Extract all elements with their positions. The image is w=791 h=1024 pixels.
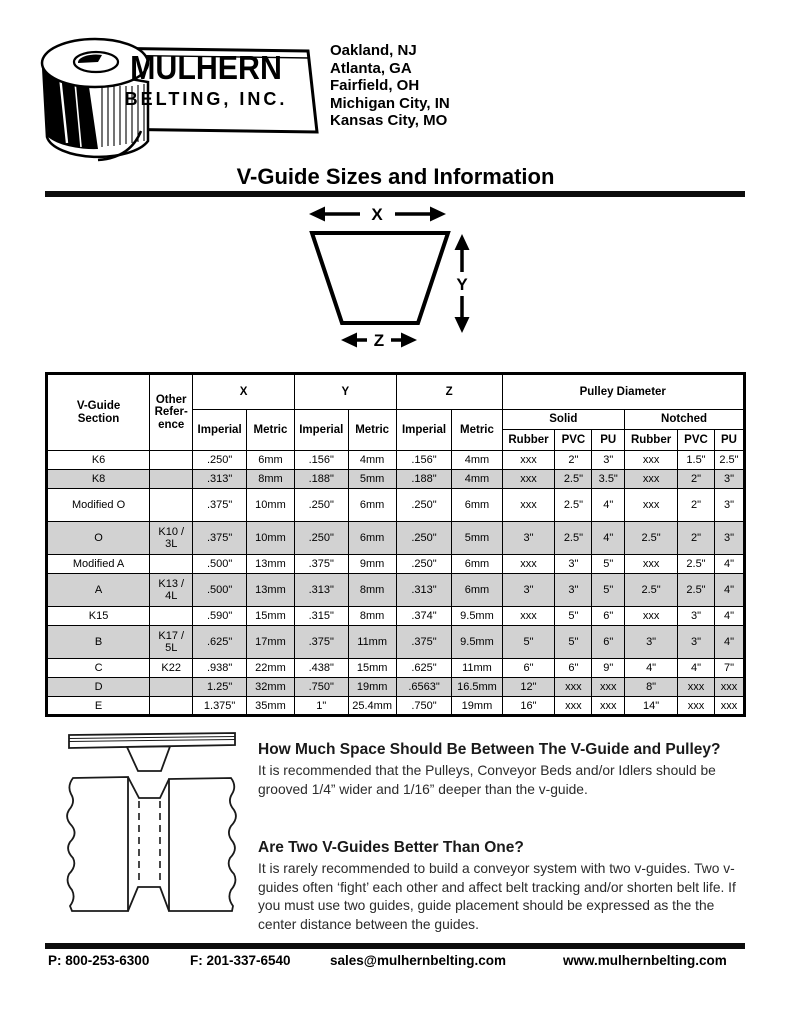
cell-solid-pu: 4" [592, 522, 625, 555]
cell-x-metric: 8mm [246, 470, 294, 489]
location-item: Kansas City, MO [330, 112, 448, 129]
cell-reference [150, 555, 193, 574]
cell-solid-pu: 5" [592, 574, 625, 607]
pulley-illustration [42, 730, 254, 930]
cell-notched-pvc: 3" [678, 607, 715, 626]
table-row [47, 522, 745, 555]
cell-notched-pu: 3" [714, 489, 744, 522]
cell-y-imperial: .156" [294, 451, 348, 470]
vguide-dimension-diagram [298, 202, 483, 354]
cell-solid-pvc: xxx [555, 697, 592, 716]
col-header-x-metric: Metric [246, 410, 294, 451]
cell-z-imperial: .250" [396, 489, 452, 522]
cell-y-metric: 25.4mm [348, 697, 396, 716]
cell-z-metric: 11mm [452, 659, 502, 678]
pulley-groove-top [128, 777, 169, 798]
cell-notched-rubber: xxx [625, 489, 678, 522]
cell-solid-pu: 6" [592, 607, 625, 626]
cell-x-metric: 15mm [246, 607, 294, 626]
cell-x-metric: 22mm [246, 659, 294, 678]
cell-notched-pvc: 2" [678, 470, 715, 489]
cell-y-imperial: .315" [294, 607, 348, 626]
cell-solid-pvc: xxx [555, 678, 592, 697]
col-header-z: Z [396, 374, 502, 410]
cell-x-imperial: .590" [193, 607, 247, 626]
col-header-reference: Other Refer-ence [150, 374, 193, 451]
col-header-notched-rubber: Rubber [625, 430, 678, 451]
cell-reference [150, 489, 193, 522]
cell-notched-rubber: xxx [625, 555, 678, 574]
cell-section: Modified O [47, 489, 150, 522]
cell-reference [150, 607, 193, 626]
cell-notched-pu: 4" [714, 555, 744, 574]
cell-solid-rubber: xxx [502, 470, 555, 489]
col-header-x-imperial: Imperial [193, 410, 247, 451]
vguide-trapezoid [312, 233, 448, 323]
cell-y-metric: 9mm [348, 555, 396, 574]
cell-solid-rubber: xxx [502, 451, 555, 470]
cell-notched-rubber: xxx [625, 470, 678, 489]
cell-section: C [47, 659, 150, 678]
cell-notched-pu: 3" [714, 470, 744, 489]
cell-notched-pu: xxx [714, 697, 744, 716]
cell-reference: K13 / 4L [150, 574, 193, 607]
cell-notched-pu: 4" [714, 626, 744, 659]
cell-notched-rubber: 3" [625, 626, 678, 659]
location-item: Fairfield, OH [330, 77, 420, 94]
cell-notched-pu: 2.5" [714, 451, 744, 470]
cell-notched-pvc: 1.5" [678, 451, 715, 470]
cell-reference [150, 678, 193, 697]
cell-z-metric: 4mm [452, 470, 502, 489]
col-header-y: Y [294, 374, 396, 410]
col-header-y-imperial: Imperial [294, 410, 348, 451]
cell-x-imperial: .500" [193, 574, 247, 607]
cell-solid-pvc: 2.5" [555, 489, 592, 522]
cell-x-metric: 6mm [246, 451, 294, 470]
cell-solid-pu: xxx [592, 678, 625, 697]
footer-email: sales@mulhernbelting.com [330, 953, 506, 968]
x-label: X [371, 205, 383, 224]
cell-notched-pvc: xxx [678, 678, 715, 697]
table-row [47, 697, 745, 716]
cell-solid-pvc: 5" [555, 607, 592, 626]
cell-z-imperial: .313" [396, 574, 452, 607]
cell-z-imperial: .156" [396, 451, 452, 470]
cell-section: B [47, 626, 150, 659]
qa-heading-spacing: How Much Space Should Be Between The V-Guide and Pulley? [258, 741, 721, 758]
cell-y-metric: 8mm [348, 574, 396, 607]
location-item: Michigan City, IN [330, 94, 450, 112]
cell-z-imperial: .374" [396, 607, 452, 626]
cell-solid-pvc: 6" [555, 659, 592, 678]
col-header-solid-pu: PU [592, 430, 625, 451]
cell-solid-pu: 6" [592, 626, 625, 659]
cell-solid-pvc: 2.5" [555, 470, 592, 489]
cell-z-imperial: .6563" [396, 678, 452, 697]
cell-notched-pu: 3" [714, 522, 744, 555]
qa-block-two-guides [258, 838, 754, 934]
cell-notched-pvc: 2.5" [678, 555, 715, 574]
cell-y-imperial: .188" [294, 470, 348, 489]
cell-section: A [47, 574, 150, 607]
cell-x-imperial: 1.25" [193, 678, 247, 697]
cell-z-metric: 6mm [452, 574, 502, 607]
cell-z-imperial: .375" [396, 626, 452, 659]
table-row [47, 626, 745, 659]
cell-y-metric: 11mm [348, 626, 396, 659]
cell-z-metric: 6mm [452, 555, 502, 574]
cell-solid-pu: xxx [592, 697, 625, 716]
cell-x-imperial: .500" [193, 555, 247, 574]
logo-company-name: MULHERN [130, 49, 282, 86]
cell-z-imperial: .250" [396, 522, 452, 555]
cell-y-metric: 6mm [348, 489, 396, 522]
col-header-solid-rubber: Rubber [502, 430, 555, 451]
pulley-groove-bottom [128, 887, 169, 911]
cell-y-metric: 19mm [348, 678, 396, 697]
col-header-z-imperial: Imperial [396, 410, 452, 451]
cell-y-imperial: .375" [294, 626, 348, 659]
cell-x-imperial: .250" [193, 451, 247, 470]
location-item: Oakland, NJ [330, 42, 417, 59]
pulley-left-half [67, 777, 128, 911]
cell-z-imperial: .188" [396, 470, 452, 489]
table-row [47, 489, 745, 522]
col-header-y-metric: Metric [348, 410, 396, 451]
cell-section: K6 [47, 451, 150, 470]
table-row [47, 470, 745, 489]
cell-reference [150, 697, 193, 716]
vguide-table-body [47, 451, 745, 716]
table-row [47, 659, 745, 678]
table-row [47, 555, 745, 574]
divider-rule-top [45, 191, 745, 197]
cell-y-metric: 4mm [348, 451, 396, 470]
cell-notched-pvc: 2.5" [678, 574, 715, 607]
qa-section [258, 740, 754, 934]
cell-x-imperial: .375" [193, 522, 247, 555]
cell-notched-rubber: 4" [625, 659, 678, 678]
cell-z-imperial: .250" [396, 555, 452, 574]
cell-y-metric: 15mm [348, 659, 396, 678]
cell-notched-pu: 4" [714, 574, 744, 607]
cell-x-metric: 10mm [246, 489, 294, 522]
cell-notched-rubber: 8" [625, 678, 678, 697]
cell-x-imperial: 1.375" [193, 697, 247, 716]
cell-reference [150, 470, 193, 489]
qa-body-two-guides: It is rarely recommended to build a conveyor system with two v-guides. Two v-guides often ‘fight’ each other and affect belt tracking and/or shorten belt life. If you must use two guides, guide placement should be expressed as the the center distance between the guides. [258, 861, 736, 932]
vguide-sizes-table [45, 372, 746, 717]
divider-rule-bottom [45, 943, 745, 949]
footer-phone: P: 800-253-6300 [48, 953, 150, 968]
cell-z-metric: 9.5mm [452, 607, 502, 626]
col-header-pulley-diameter: Pulley Diameter [502, 374, 744, 410]
cell-x-imperial: .938" [193, 659, 247, 678]
cell-y-imperial: .750" [294, 678, 348, 697]
cell-x-imperial: .313" [193, 470, 247, 489]
cell-y-metric: 8mm [348, 607, 396, 626]
qa-heading-two-guides: Are Two V-Guides Better Than One? [258, 839, 524, 856]
cell-section: K15 [47, 607, 150, 626]
cell-solid-rubber: 3" [502, 522, 555, 555]
cell-solid-pu: 9" [592, 659, 625, 678]
cell-notched-pu: 4" [714, 607, 744, 626]
cell-solid-rubber: 3" [502, 574, 555, 607]
cell-section: D [47, 678, 150, 697]
qa-block-spacing [258, 740, 754, 799]
location-list [330, 42, 450, 130]
table-row [47, 574, 745, 607]
cell-y-imperial: 1" [294, 697, 348, 716]
col-header-section: V-Guide Section [47, 374, 150, 451]
logo-company-suffix: BELTING, INC. [124, 89, 288, 109]
cell-y-imperial: .250" [294, 489, 348, 522]
cell-reference [150, 451, 193, 470]
z-label: Z [373, 331, 385, 350]
cell-y-imperial: .375" [294, 555, 348, 574]
cell-solid-pu: 5" [592, 555, 625, 574]
cell-z-metric: 4mm [452, 451, 502, 470]
col-header-notched: Notched [625, 410, 745, 430]
cell-z-metric: 9.5mm [452, 626, 502, 659]
table-row [47, 607, 745, 626]
cell-z-imperial: .750" [396, 697, 452, 716]
cell-notched-pvc: 2" [678, 489, 715, 522]
cell-solid-rubber: xxx [502, 489, 555, 522]
cell-section: K8 [47, 470, 150, 489]
cell-notched-pu: 7" [714, 659, 744, 678]
cell-solid-pvc: 2.5" [555, 522, 592, 555]
cell-notched-rubber: xxx [625, 607, 678, 626]
cell-x-metric: 32mm [246, 678, 294, 697]
page-title: V-Guide Sizes and Information [236, 164, 555, 189]
belt-vguide [127, 746, 170, 771]
cell-solid-rubber: 16" [502, 697, 555, 716]
col-header-solid: Solid [502, 410, 625, 430]
cell-x-metric: 17mm [246, 626, 294, 659]
y-label: Y [456, 275, 468, 294]
cell-y-metric: 6mm [348, 522, 396, 555]
cell-x-imperial: .375" [193, 489, 247, 522]
cell-x-metric: 10mm [246, 522, 294, 555]
cell-section: Modified A [47, 555, 150, 574]
cell-solid-pvc: 3" [555, 574, 592, 607]
col-header-solid-pvc: PVC [555, 430, 592, 451]
cell-x-imperial: .625" [193, 626, 247, 659]
col-header-notched-pvc: PVC [678, 430, 715, 451]
cell-notched-rubber: 2.5" [625, 522, 678, 555]
cell-y-metric: 5mm [348, 470, 396, 489]
location-item: Atlanta, GA [330, 59, 412, 77]
cell-z-metric: 6mm [452, 489, 502, 522]
company-logo [40, 36, 330, 176]
cell-solid-pvc: 5" [555, 626, 592, 659]
cell-notched-rubber: 14" [625, 697, 678, 716]
cell-notched-pvc: 3" [678, 626, 715, 659]
cell-z-imperial: .625" [396, 659, 452, 678]
cell-solid-rubber: xxx [502, 607, 555, 626]
cell-y-imperial: .313" [294, 574, 348, 607]
cell-x-metric: 35mm [246, 697, 294, 716]
cell-section: E [47, 697, 150, 716]
cell-solid-pu: 4" [592, 489, 625, 522]
cell-notched-rubber: xxx [625, 451, 678, 470]
footer-fax: F: 201-337-6540 [190, 953, 291, 968]
cell-solid-pvc: 2" [555, 451, 592, 470]
cell-z-metric: 19mm [452, 697, 502, 716]
cell-reference: K10 / 3L [150, 522, 193, 555]
cell-y-imperial: .250" [294, 522, 348, 555]
cell-reference: K22 [150, 659, 193, 678]
cell-x-metric: 13mm [246, 574, 294, 607]
cell-notched-pvc: 2" [678, 522, 715, 555]
cell-solid-pvc: 3" [555, 555, 592, 574]
table-row [47, 451, 745, 470]
cell-notched-pu: xxx [714, 678, 744, 697]
cell-notched-rubber: 2.5" [625, 574, 678, 607]
cell-z-metric: 16.5mm [452, 678, 502, 697]
col-header-x: X [193, 374, 295, 410]
cell-solid-pu: 3.5" [592, 470, 625, 489]
cell-section: O [47, 522, 150, 555]
col-header-z-metric: Metric [452, 410, 502, 451]
table-row [47, 678, 745, 697]
pulley-right-half [169, 778, 236, 911]
col-header-notched-pu: PU [714, 430, 744, 451]
cell-reference: K17 / 5L [150, 626, 193, 659]
footer-website: www.mulhernbelting.com [563, 953, 727, 968]
cell-solid-rubber: xxx [502, 555, 555, 574]
cell-notched-pvc: 4" [678, 659, 715, 678]
cell-solid-rubber: 5" [502, 626, 555, 659]
cell-solid-rubber: 6" [502, 659, 555, 678]
cell-z-metric: 5mm [452, 522, 502, 555]
cell-notched-pvc: xxx [678, 697, 715, 716]
cell-solid-pu: 3" [592, 451, 625, 470]
cell-y-imperial: .438" [294, 659, 348, 678]
cell-x-metric: 13mm [246, 555, 294, 574]
logo-text [97, 50, 315, 110]
cell-solid-rubber: 12" [502, 678, 555, 697]
qa-body-spacing: It is recommended that the Pulleys, Conveyor Beds and/or Idlers should be grooved 1/4” wider and 1/16” deeper than the v-guide. [258, 763, 716, 797]
